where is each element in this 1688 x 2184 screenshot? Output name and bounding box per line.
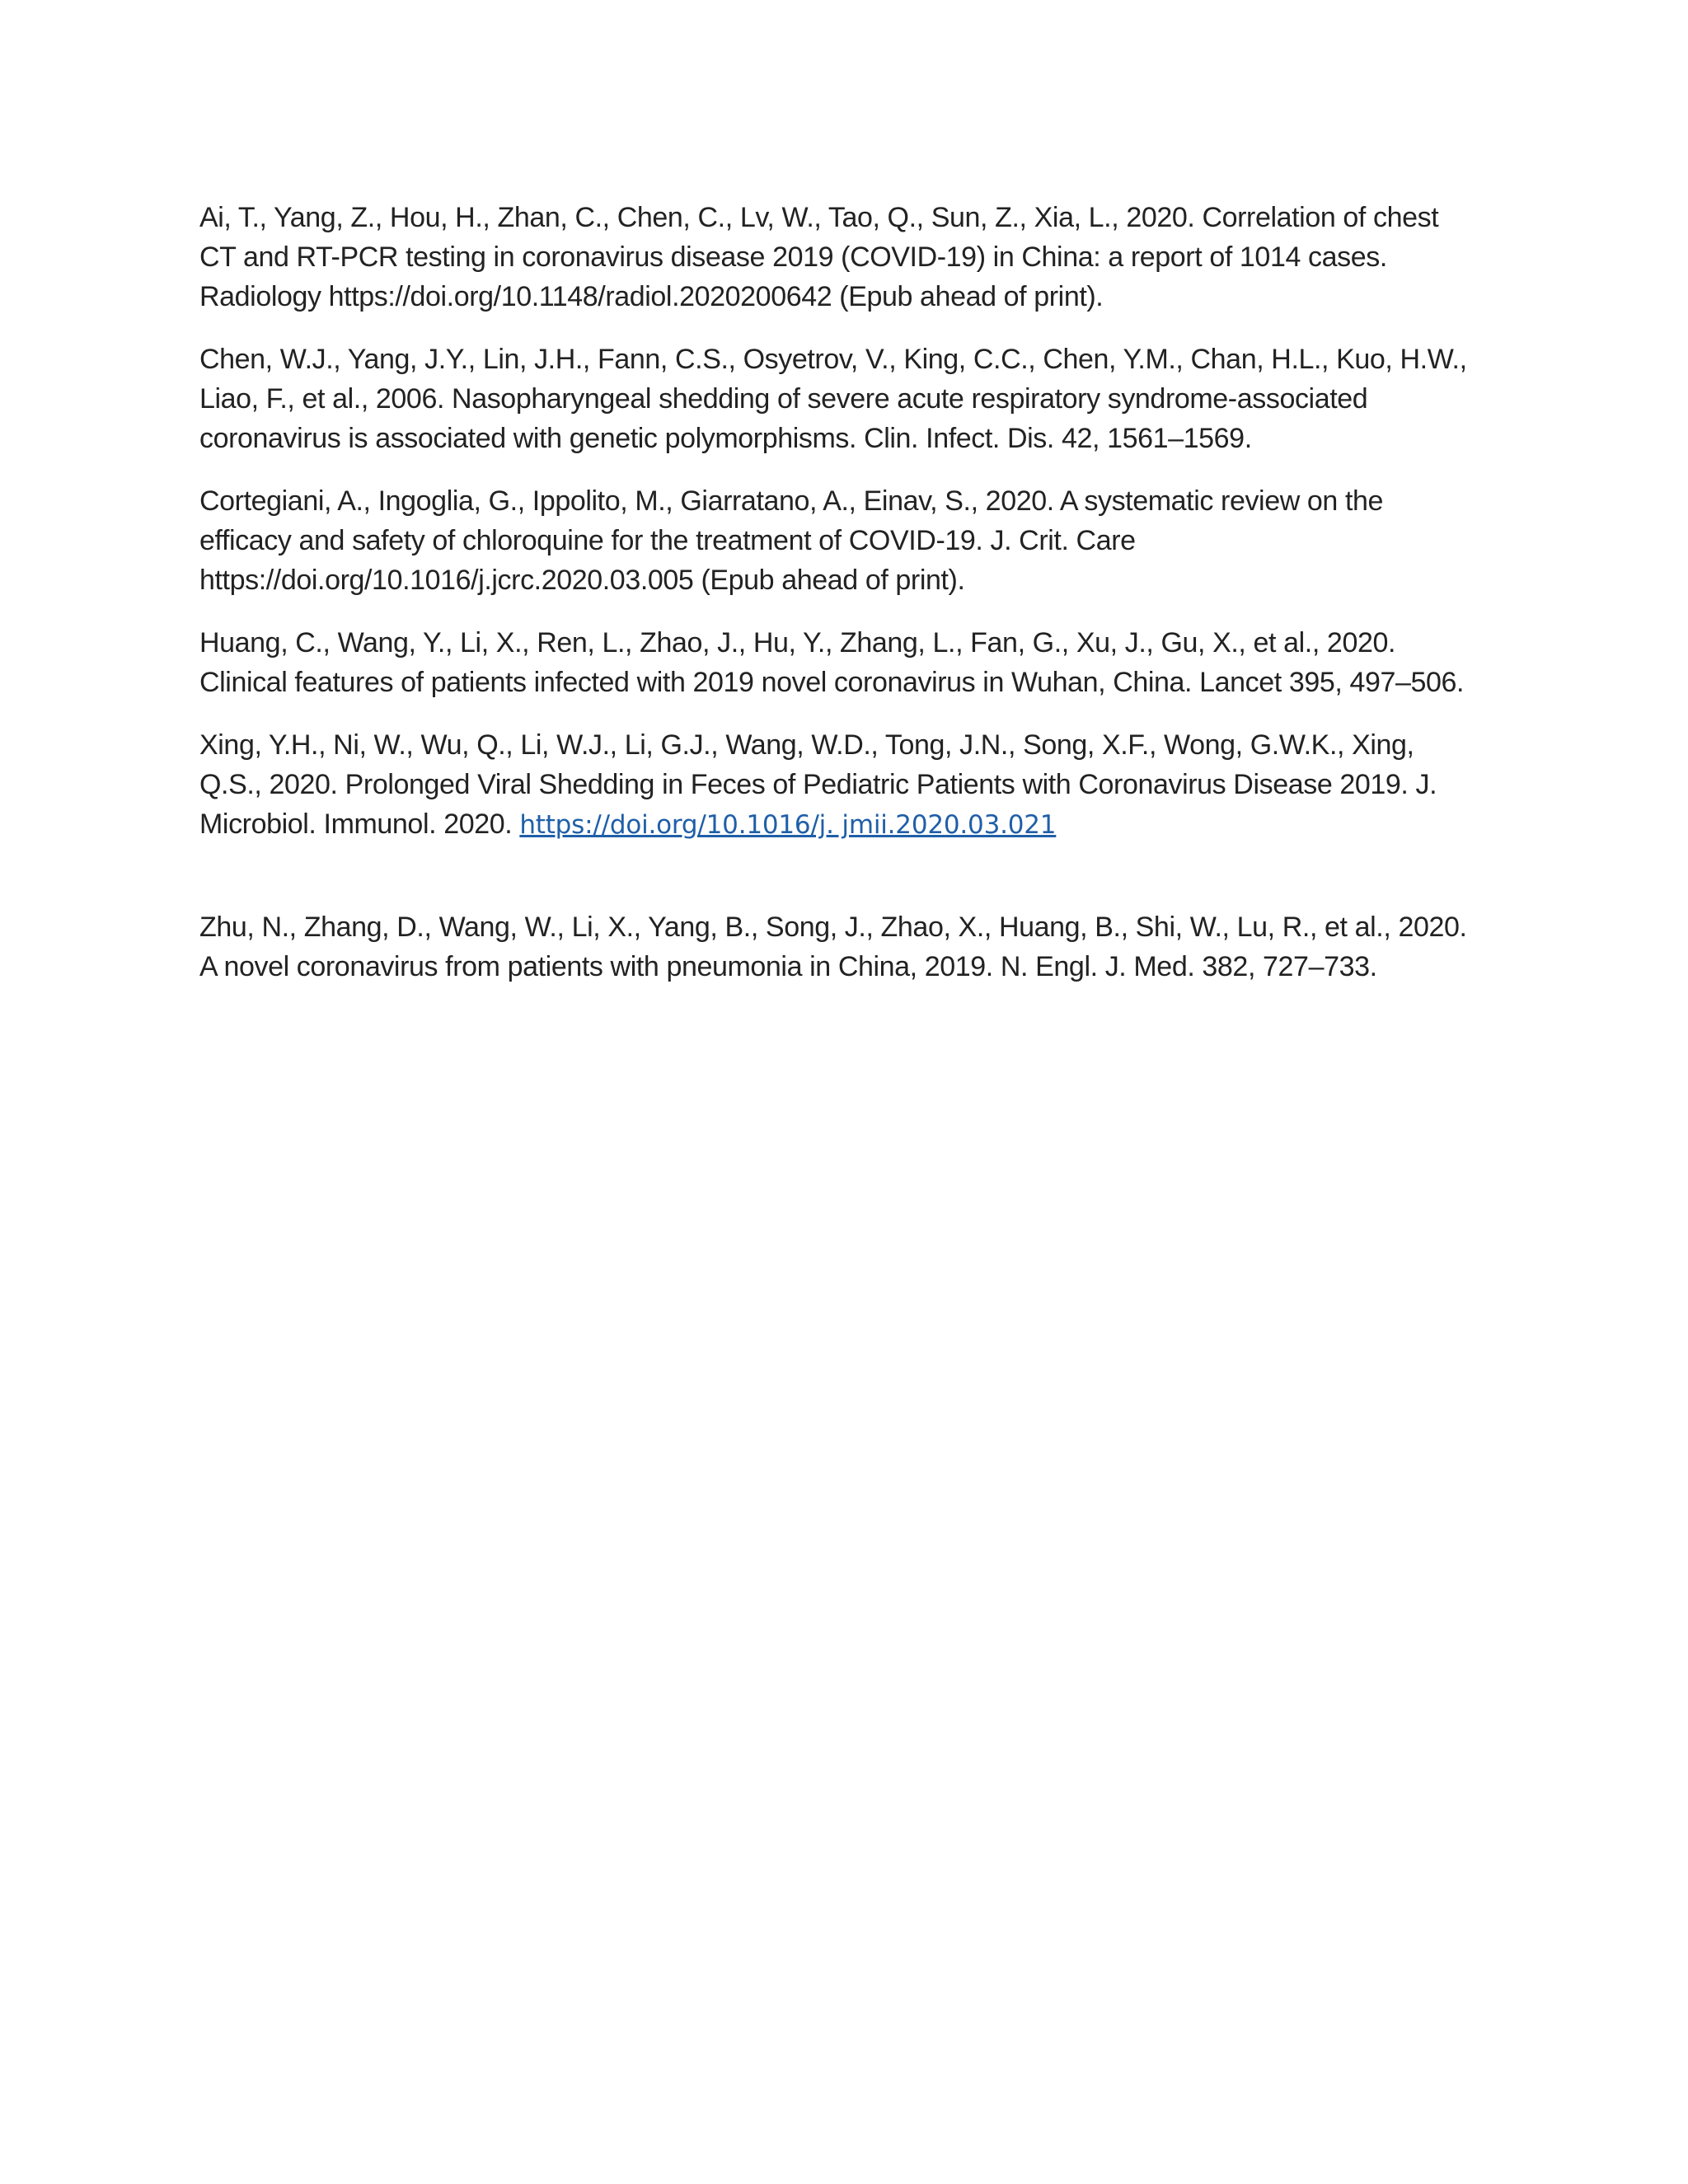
reference-text: Ai, T., Yang, Z., Hou, H., Zhan, C., Chen, C., Lv, W., Tao, Q., Sun, Z., Xia, L., 2020. Correlation of chest CT and RT-PCR testing in coronavirus disease 2019 (COVID-19) in China: a report of 1014 cases. Radiology https://doi.org/10.1148/radiol.2020200642 (Epub ahead of print). — [199, 202, 1439, 312]
reference-entry — [199, 481, 1469, 600]
reference-text: Chen, W.J., Yang, J.Y., Lin, J.H., Fann, C.S., Osyetrov, V., King, C.C., Chen, Y.M., Chan, H.L., Kuo, H.W., Liao, F., et al., 2006. Nasopharyngeal shedding of severe acute respiratory syndrome-associated coronavirus is associated with genetic polymorphisms. Clin. Infect. Dis. 42, 1561–1569. — [199, 344, 1467, 454]
reference-entry — [199, 907, 1469, 987]
reference-text: Xing, Y.H., Ni, W., Wu, Q., Li, W.J., Li, G.J., Wang, W.D., Tong, J.N., Song, X.F., Wong, G.W.K., Xing, Q.S., 2020. Prolonged Viral Shedding in Feces of Pediatric Patients with Coronavirus Disease 2019. J. Microbiol. Immunol. 2020. — [199, 729, 1437, 840]
reference-text: Zhu, N., Zhang, D., Wang, W., Li, X., Yang, B., Song, J., Zhao, X., Huang, B., Shi, W., Lu, R., et al., 2020. A novel coronavirus from patients with pneumonia in China, 2019. N. Engl. J. Med. 382, 727–733. — [199, 912, 1467, 982]
reference-entry — [199, 340, 1469, 458]
reference-text: Huang, C., Wang, Y., Li, X., Ren, L., Zhao, J., Hu, Y., Zhang, L., Fan, G., Xu, J., Gu, X., et al., 2020. Clinical features of patients infected with 2019 novel coronavirus in Wuhan, China. Lancet 395, 497–506. — [199, 627, 1465, 698]
reference-entry — [199, 725, 1469, 845]
reference-entry — [199, 198, 1469, 316]
reference-list — [199, 198, 1469, 1010]
reference-text: Cortegiani, A., Ingoglia, G., Ippolito, M., Giarratano, A., Einav, S., 2020. A systematic review on the efficacy and safety of chloroquine for the treatment of COVID-19. J. Crit. Care https://doi.org/10.1016/j.jcrc.2020.03.005 (Epub ahead of print). — [199, 485, 1384, 596]
reference-entry — [199, 623, 1469, 702]
doi-link[interactable]: https://doi.org/10.1016/j. jmii.2020.03.021 — [519, 810, 1057, 840]
